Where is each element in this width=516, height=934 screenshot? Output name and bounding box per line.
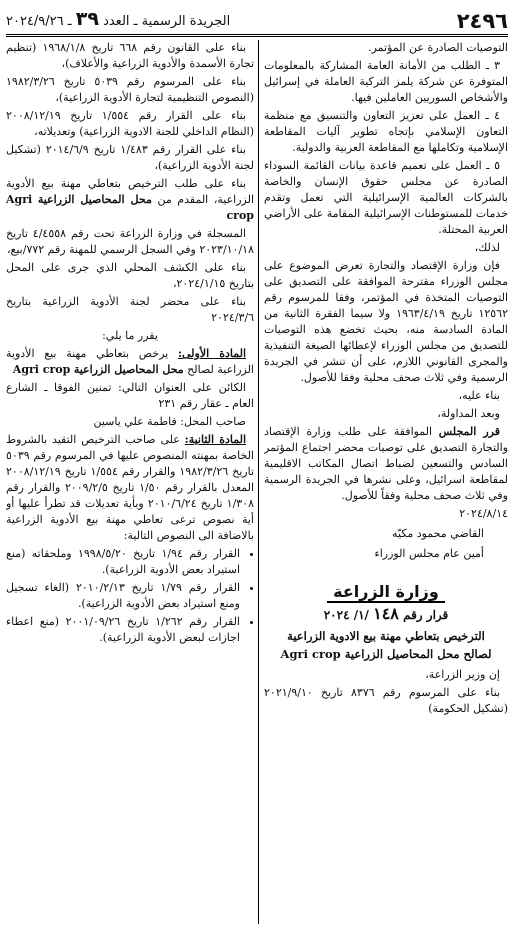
based-on-item: المسجلة في وزارة الزراعة تحت رقم ٤/٤٥٥٨ تاريخ ٢٠٢٣/١٠/١٨ وفي السجل الرسمي للمهنة رقم ٧٧٢/بيع، [6,227,254,256]
decision-label: قرار رقم [403,608,449,622]
shop-owner: صاحب المحل: فاطمة علي ياسين [93,415,246,428]
paragraph: وبعد المداولة، [437,407,500,420]
based-on-item: بناء على القانون رقم ٦٦٨ تاريخ ١٩٦٨/١/٨ (تنظيم تجارة الأسمدة والأدوية الزراعية والأعلاف)، [6,41,254,70]
recommendation-3: ٣ ـ الطلب من الأمانة العامة المشاركة بالمعلومات المتوفرة عن شركة يلمز التركية العاملة في إسرائيل والأشخاص السوريين العاملين فيها. [264,59,508,104]
right-column [264,40,508,930]
shop-name: محل المحاصيل الزراعية [73,363,184,376]
decision-title-line-1: الترخيص بتعاطي مهنة بيع الادوية الزراعية [287,629,485,643]
request-text: بناء على طلب الترخيص بتعاطي مهنة بيع الأدوية الزراعية، المقدم من [6,177,254,206]
article-2-label: المادة الثانية: [184,433,247,446]
article-1 [6,346,254,378]
gazette-title: الجريدة الرسمية ـ العدد ٣٩ ـ ٢٠٢٤/٩/٢٦ [6,8,231,30]
issue-number: ٣٩ [75,8,99,30]
header-double-rule [6,36,508,37]
decides-heading: يقرر ما يلي: [102,329,158,342]
shop-address: الكائن على العنوان التالي: تمنين الفوقا ـ الشارع العام ـ عقار رقم ٢٣١ [6,381,254,410]
page-number: ٢٤٩٦ [456,9,508,33]
decision-date: ٢٠٢٤/٨/١٤ [459,507,508,520]
based-on-item: بناء على المرسوم رقم ٥٠٣٩ تاريخ ١٩٨٢/٣/٢٦ (النصوص التنظيمية لتجارة الأدوية الزراعية)، [6,75,254,104]
ministry-heading [264,584,508,602]
minister-intro: إن وزير الزراعة، [425,668,500,681]
page-header [6,6,508,35]
based-on-item: بناء على الكشف المحلي الذي جرى على المحل بتاريخ ٢٠٢٤/١/١٥، [6,261,254,290]
based-on-item: بناء على المرسوم رقم ٨٣٧٦ تاريخ ٢٠٢١/٩/١٠ (تشكيل الحكومة) [264,686,508,715]
issue-label: العدد [103,14,130,29]
based-on-item: بناء على القرار رقم ١/٤٨٣ تاريخ ٢٠١٤/٦/٩ (تشكيل لجنة الأدوية الزراعية)، [6,143,254,172]
recommendation-5: ٥ ـ العمل على تعميم قاعدة بيانات القائمة السوداء الصادرة عن مجلس حقوق الإنسان والخاصة بالشركات العالمية الإسرائيلية التي تعمل وتقدم خدمات للمستوطنات الإسرائيلية المقامة على الأراضي العربية المحتلة. [264,159,508,236]
left-column [6,40,254,930]
decision-title-line-2: لصالح محل المحاصيل الزراعية Agri crop [280,647,492,661]
paragraph: لذلك، [474,241,500,254]
issue-date: ٢٠٢٤/٩/٢٦ [6,14,64,29]
regulation-list [6,546,254,646]
article-2-text: على صاحب الترخيص التقيد بالشروط الخاصة بمهنته المنصوص عليها في المرسوم رقم ٥٠٣٩ تاريخ ١٩٨٢/٣/٢٦ والقرار رقم ١/٥٥٤ تاريخ ٢٠٠٨/١٢/١٩ المعدل بالقرار رقم ١/٥٠ تاريخ ٢٠٠٩/٢/٥ والقرار رقم ١/٣٠٨ تاريخ ٢٠١٠/٦/٢٤ وبأية تعديلات قد تطرأ عليها أو أية نصوص ترعى تعاطي مهنة بيع الأدوية الزراعية بالاضافة الى النصوص التالية: [6,433,254,542]
based-on-item: بناء على محضر لجنة الأدوية الزراعية بتاريخ ٢٠٢٤/٣/٦ [6,295,254,324]
column-divider [258,40,259,924]
decision-number-line [264,606,508,623]
based-on-request [6,176,254,224]
council-decision-lead: قرر المجلس [438,425,500,438]
council-decision [264,424,508,504]
paragraph: بناء عليه، [458,389,500,402]
shop-name: محل المحاصيل الزراعية [37,193,152,206]
list-item: • القرار رقم ١/٩٤ تاريخ ١٩٩٨/٥/٢٠ وملحقاته (منع استيراد بعض الأدوية الزراعية). [6,546,240,578]
article-1-label: المادة الأولى: [177,347,247,360]
signer-name: القاضي محمود مكيّه [392,527,484,540]
gazette-name: الجريدة الرسمية [141,14,231,29]
shop-name-en: Agri crop [12,363,71,376]
list-item: • القرار رقم ١/٧٩ تاريخ ٢٠١٠/٢/١٣ (الغاء تسجيل ومنع استيراد بعض الأدوية الزراعية). [6,580,240,612]
ministry-name: وزارة الزراعة [327,582,445,603]
decision-title [264,627,508,663]
decision-date-heading: /١/ ٢٠٢٤ [323,608,369,622]
council-decision-text: الموافقة على طلب وزارة الإقتصاد والتجارة التصديق على توصيات محضر اجتماع المؤتمر السادس والتسعين لضباط اتصال المكاتب الاقليمية لمقاطعة اسرائيل، وعلى نشرها في الجريدة الرسمية وفي ثلاث صحف محلية وفقاً للأصول. [264,425,508,502]
list-item: • القرار رقم ١/٢٦٢ تاريخ ٢٠٠١/٠٩/٢٦ (منع اعطاء اجازات لبعض الأدوية الزراعية). [6,614,240,646]
article-1-text: يرخص بتعاطي مهنة بيع الأدوية الزراعية لصالح [6,347,254,376]
ministry-proposal: فإن وزارة الإقتصاد والتجارة تعرض الموضوع على مجلس الوزراء مقترحة الموافقة على التصديق على التوصيات المتخذة في المؤتمر، وفقا للمرسوم رقم ١٢٥٦٢ تاريخ ١٩٦٣/٤/١٩ ولا سيما الفقرة الثانية من المادة السادسة منه، بحيث تخضع هذه التوصيات للتصديق من مجلس الوزراء لإعطائها الصيغة التنفيذية والمجرى القانوني اللازم، على أن تنشر في الجريدة الرسمية وفي ثلاث صحف محلية وفقا للأصول. [264,259,508,384]
paragraph: التوصيات الصادرة عن المؤتمر. [368,41,508,54]
recommendation-4: ٤ ـ العمل على تعزيز التعاون والتنسيق مع منظمة التعاون الإسلامي بإتجاه تطوير آليات المقاطعة الإسلامية وتكاملها مع المقاطعة العربية والدولية. [264,109,508,154]
shop-name-en: Agri crop [6,193,254,222]
based-on-item: بناء على القرار رقم ١/٥٥٤ تاريخ ٢٠٠٨/١٢/١٩ (النظام الداخلي للجنة الادوية الزراعية) وتعديلاته، [6,109,254,138]
signer-title: أمين عام مجلس الوزراء [374,547,484,560]
decision-number: ١٤٨ [373,604,399,623]
article-2 [6,432,254,544]
